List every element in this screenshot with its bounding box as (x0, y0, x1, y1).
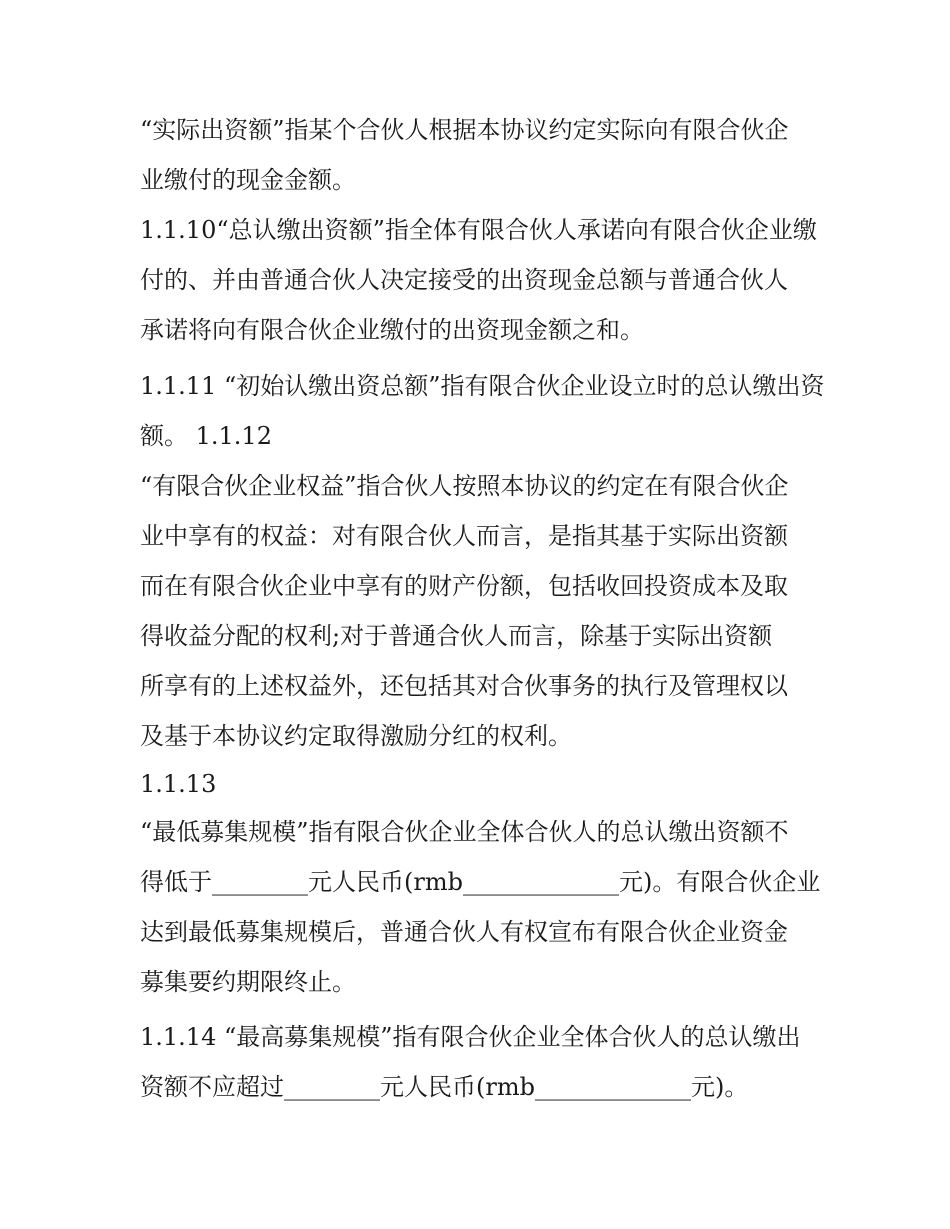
text-line: 额。 1.1.12 (140, 422, 272, 450)
text-line: 付的、并由普通合伙人决定接受的出资现金总额与普通合伙人 (140, 266, 788, 294)
text-line: 业缴付的现金金额。 (140, 166, 356, 194)
text-line: “最低募集规模”指有限合伙企业全体合伙人的总认缴出资额不 (140, 818, 789, 846)
text-line: “实际出资额”指某个合伙人根据本协议约定实际向有限合伙企 (140, 116, 789, 144)
text-line: 承诺将向有限合伙企业缴付的出资现金额之和。 (140, 316, 644, 344)
text-line: 及基于本协议约定取得激励分红的权利。 (140, 722, 572, 750)
text-line: 1.1.11 “初始认缴出资总额”指有限合伙企业设立时的总认缴出资 (140, 372, 825, 400)
text-line: 资额不应超过________元人民币(rmb_____________元)。 (140, 1073, 749, 1101)
text-line: 而在有限合伙企业中享有的财产份额，包括收回投资成本及取 (140, 572, 788, 600)
text-line: 募集要约期限终止。 (140, 968, 356, 996)
text-line: 1.1.14 “最高募集规模”指有限合伙企业全体合伙人的总认缴出 (140, 1023, 801, 1051)
text-line: 所享有的上述权益外，还包括其对合伙事务的执行及管理权以 (140, 672, 788, 700)
text-line: 得收益分配的权利;对于普通合伙人而言，除基于实际出资额 (140, 622, 773, 650)
text-line: 得低于________元人民币(rmb_____________元)。有限合伙企业 (140, 868, 821, 896)
text-line: 业中享有的权益：对有限合伙人而言，是指其基于实际出资额 (140, 522, 788, 550)
text-line: 1.1.10“总认缴出资额”指全体有限合伙人承诺向有限合伙企业缴 (140, 216, 817, 244)
text-line: “有限合伙企业权益”指合伙人按照本协议的约定在有限合伙企 (140, 472, 789, 500)
text-line: 达到最低募集规模后，普通合伙人有权宣布有限合伙企业资金 (140, 918, 788, 946)
text-line: 1.1.13 (140, 770, 217, 798)
